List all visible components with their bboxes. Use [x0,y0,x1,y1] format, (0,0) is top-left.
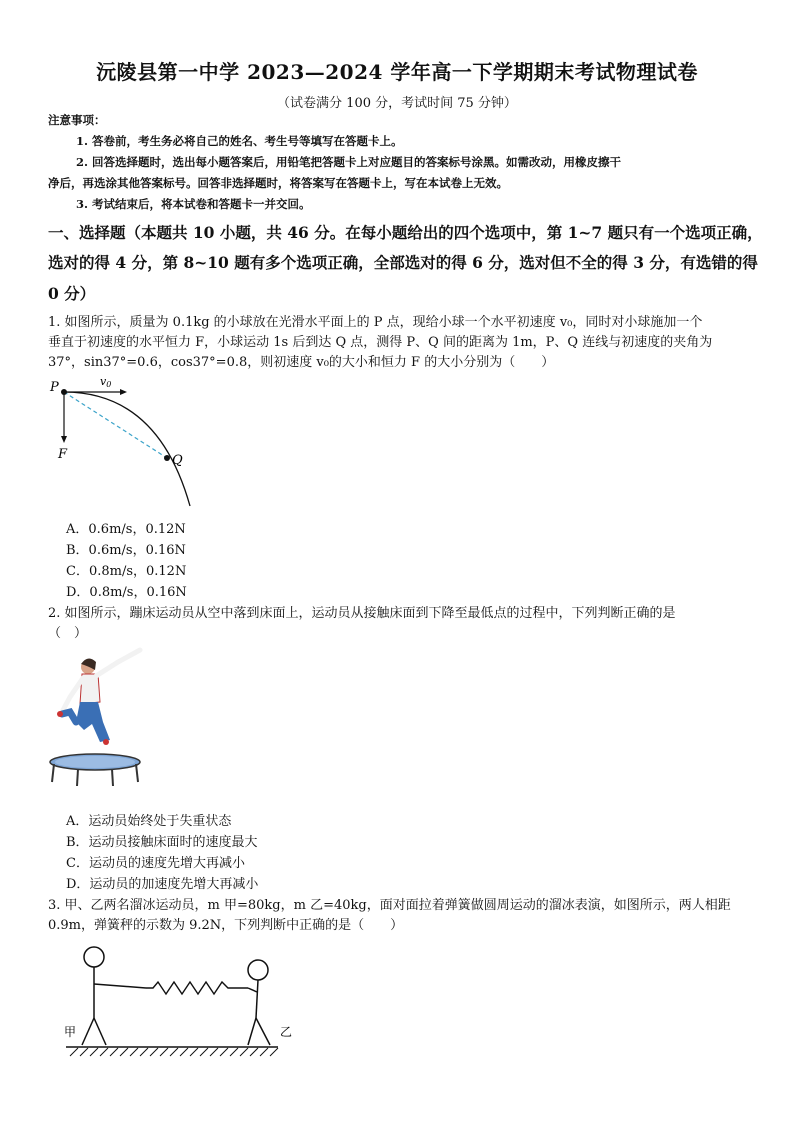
question-3-stem: 0.9m，弹簧秤的示数为 9.2N，下列判断中正确的是（ ） [48,918,404,933]
label-q: Q [172,453,183,468]
trajectory-curve [64,392,190,506]
point-q [164,455,170,461]
label-p: P [50,380,59,395]
option-a: A．0.6m/s，0.12N [66,522,186,537]
section-heading-line: 0 分） [48,284,96,303]
option-d: D．0.8m/s，0.16N [66,585,187,600]
option-b: B．运动员接触床面时的速度最大 [66,835,258,850]
page-title: 沅陵县第一中学 2023—2024 学年高一下学期期末考试物理试卷 [96,60,698,84]
question-1-figure [48,370,208,510]
label-jia: 甲 [64,1025,77,1039]
force-arrowhead [61,436,67,443]
label-yi: 乙 [280,1025,293,1039]
section-heading-line: 选对的得 4 分，第 8~10 题有多个选项正确，全部选对的得 6 分，选对但不全的得 3 分，有选错的得 [48,253,758,272]
notice-line: 3. 考试结束后，将本试卷和答题卡一并交回。 [76,197,311,211]
question-1-stem: 1. 如图所示，质量为 0.1kg 的小球放在光滑水平面上的 P 点，现给小球一个水平初速度 v₀，同时对小球施加一个 [48,315,703,330]
exam-info: （试卷满分 100 分，考试时间 75 分钟） [277,96,517,111]
notice-line: 净后，再选涂其他答案标号。回答非选择题时，将答案写在答题卡上，写在本试卷上无效。 [48,176,508,190]
notice-heading: 注意事项： [48,113,106,127]
trampoline-athlete-photo [48,642,158,802]
question-3-stem: 3. 甲、乙两名溜冰运动员，m 甲=80kg，m 乙=40kg，面对面拉着弹簧做圆周运动的溜冰表演，如图所示，两人相距 [48,898,731,913]
notice-line: 2. 回答选择题时，选出每小题答案后，用铅笔把答题卡上对应题目的答案标号涂黑。如需改动，用橡皮擦干 [76,155,622,169]
question-1-stem: 37°，sin37°=0.6，cos37°=0.8，则初速度 v₀的大小和恒力 F 的大小分别为（ ） [48,355,555,370]
question-2-stem: （ ） [48,626,88,641]
option-a: A．运动员始终处于失重状态 [66,814,232,829]
option-b: B．0.6m/s，0.16N [66,543,186,558]
label-f: F [58,447,68,462]
option-c: C．0.8m/s，0.12N [66,564,187,579]
option-c: C．运动员的速度先增大再减小 [66,856,245,871]
question-3-figure [58,940,298,1065]
velocity-arrowhead [120,389,127,395]
point-p [61,389,67,395]
option-d: D．运动员的加速度先增大再减小 [66,877,259,892]
label-v0: v0 [100,375,112,389]
notice-line: 1. 答卷前，考生务必将自己的姓名、考生号等填写在答题卡上。 [76,134,403,148]
question-1-stem: 垂直于初速度的水平恒力 F，小球运动 1s 后到达 Q 点，测得 P、Q 间的距离为 1m，P、Q 连线与初速度的夹角为 [48,335,713,350]
section-heading-line: 一、选择题（本题共 10 小题，共 46 分。在每小题给出的四个选项中，第 1~7 题只有一个选项正确， [48,223,763,242]
question-2-stem: 2. 如图所示，蹦床运动员从空中落到床面上，运动员从接触床面到下降至最低点的过程中，下列判断正确的是 [48,606,676,621]
